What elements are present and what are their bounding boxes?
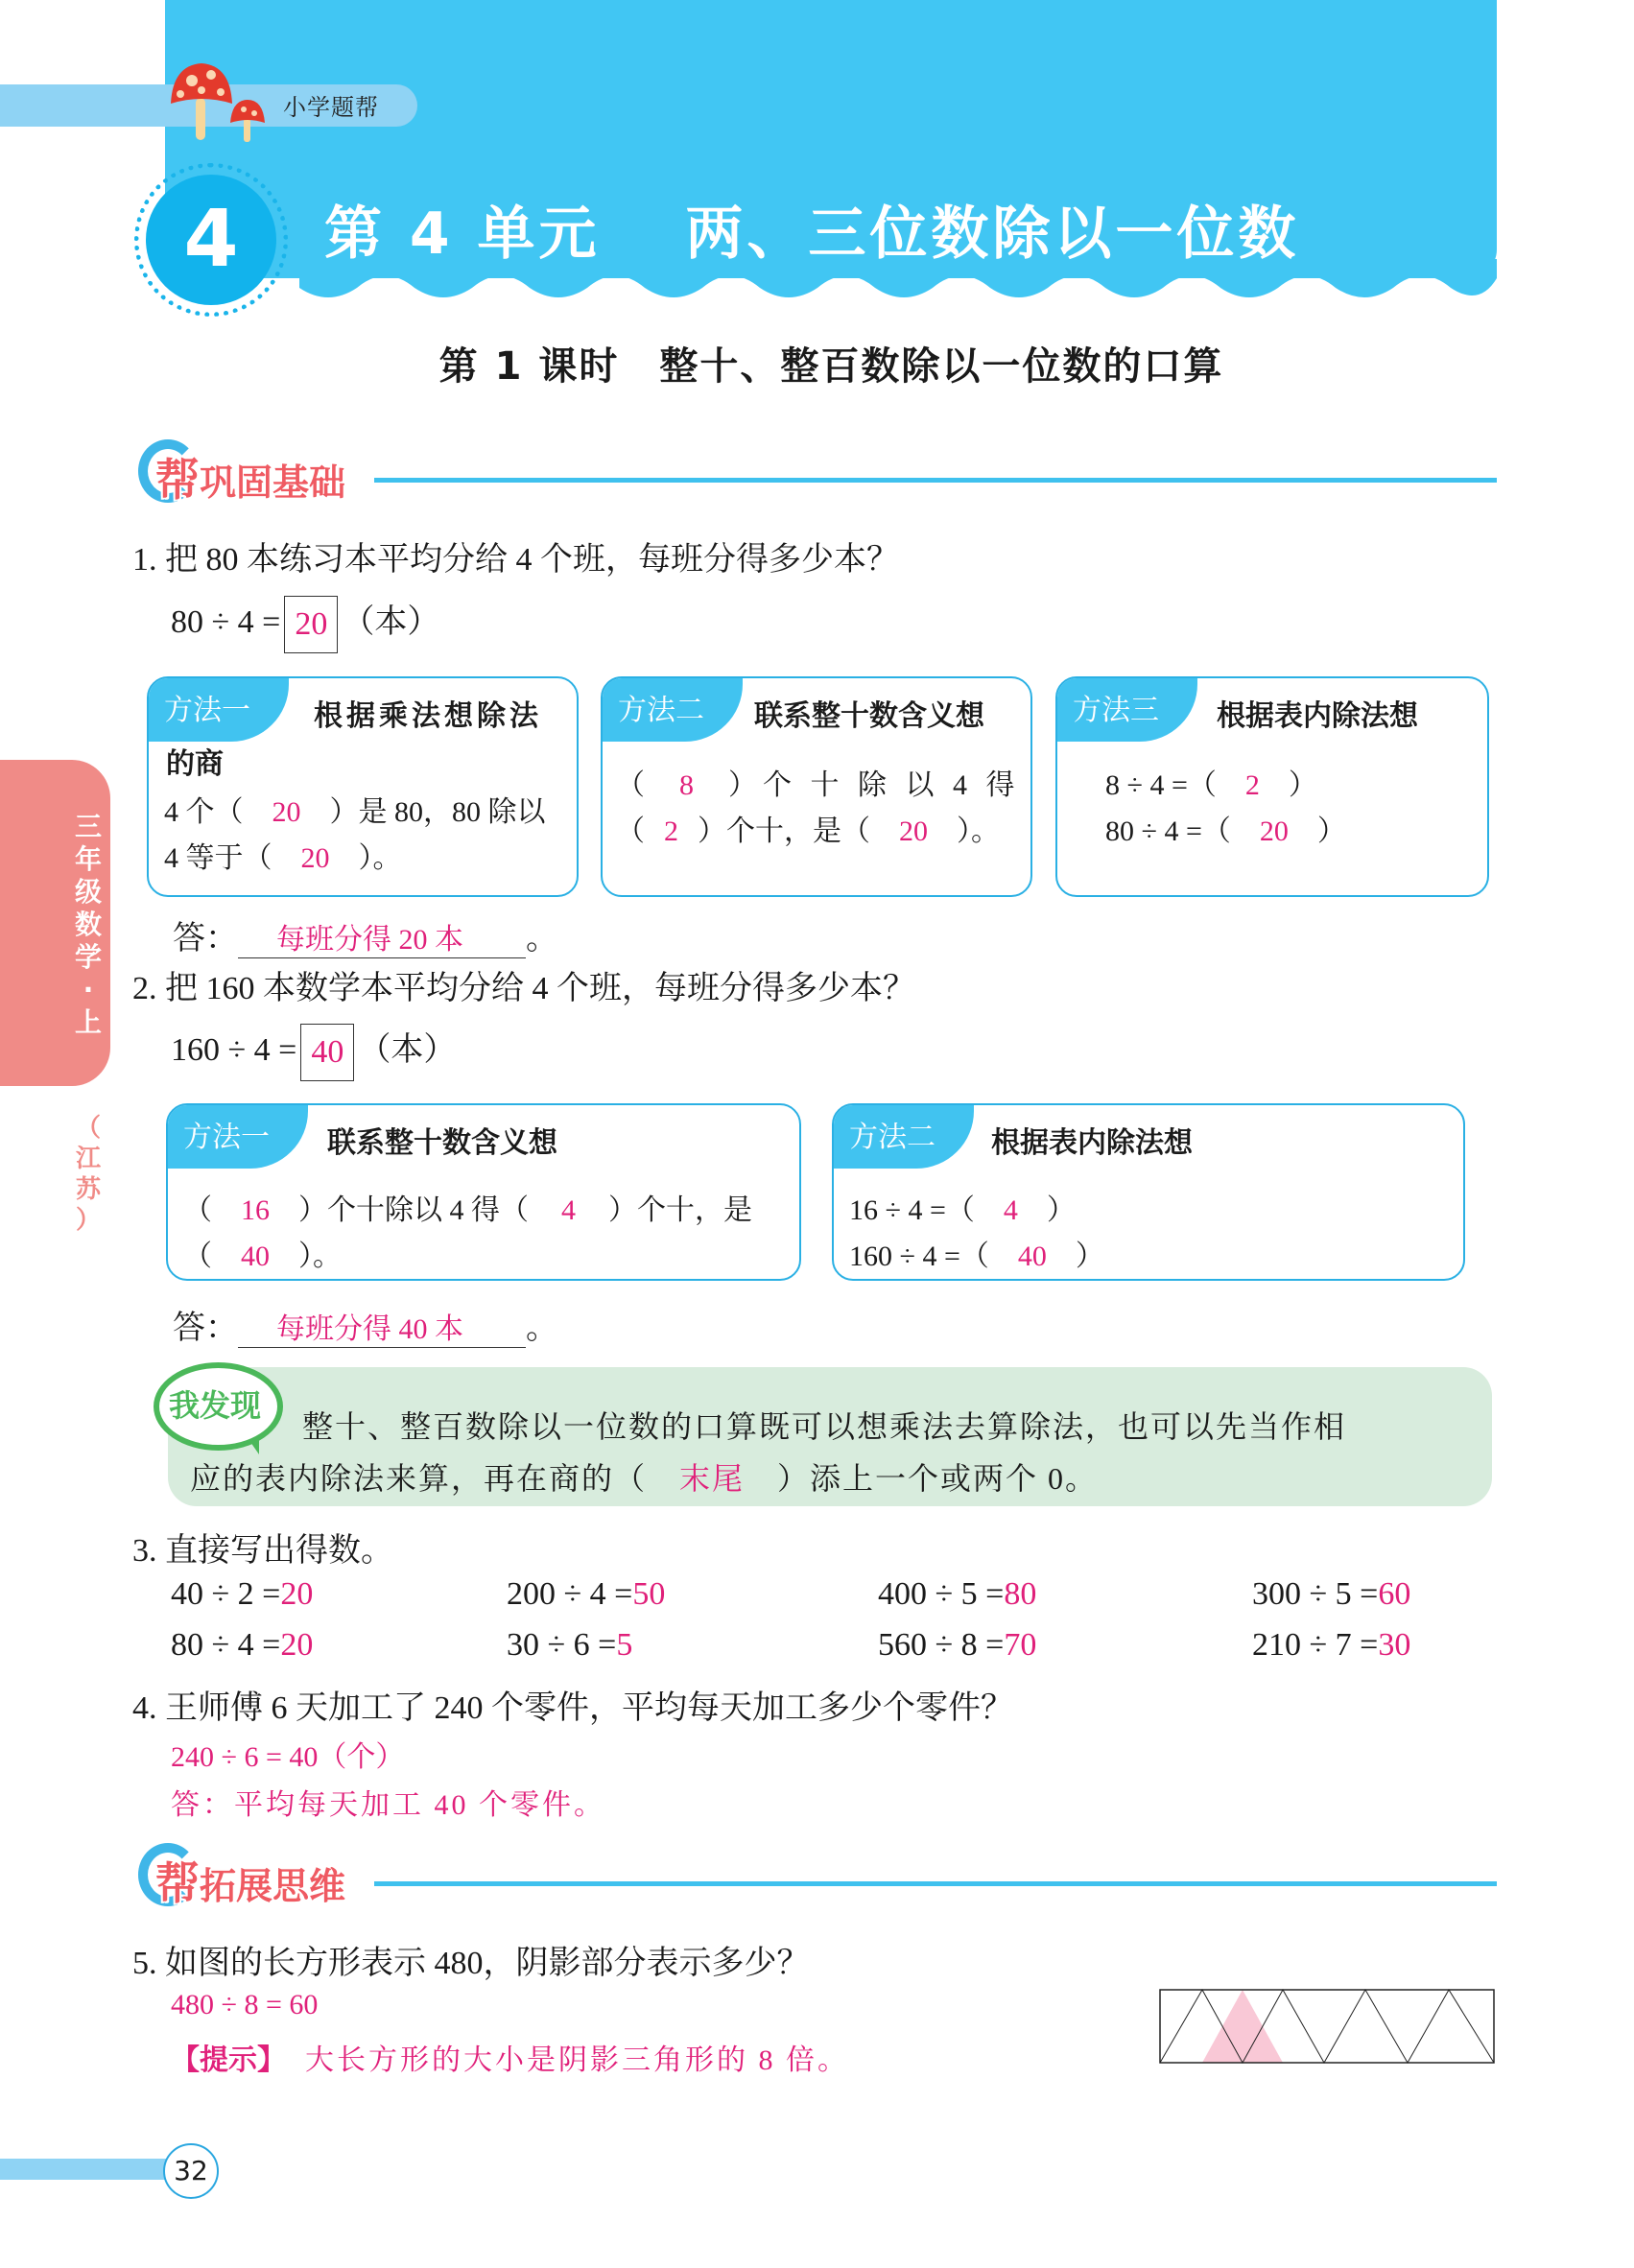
section-divider: [374, 478, 1497, 483]
discovery-line-2: 应的表内除法来算，再在商的（ 末尾 ）添上一个或两个 0。: [190, 1461, 1099, 1496]
section-divider: [374, 1881, 1497, 1886]
q4-answer: 答：平均每天加工 40 个零件。: [171, 1789, 605, 1821]
q2-method-2: 方法二 根据表内除法想 16 ÷ 4 =（ 4 ） 160 ÷ 4 =（ 40 ）: [832, 1103, 1465, 1281]
q1-answer-line: 答： 每班分得 20 本 。: [173, 911, 558, 958]
section-title: 帮巩固基础: [155, 454, 346, 506]
q1-answer-field[interactable]: 每班分得 20 本: [238, 915, 526, 958]
q2-equation: 160 ÷ 4 = 40 （本）: [171, 1023, 456, 1081]
calc-item: 560 ÷ 8 =70: [878, 1627, 1037, 1663]
mushroom-icon: [163, 59, 278, 146]
method-heading: 联系整十数含义想: [327, 1126, 557, 1160]
discovery-label: 我发现: [169, 1387, 262, 1424]
unit-number-badge: 4: [146, 175, 276, 305]
question-1: 1. 把 80 本练习本平均分给 4 个班，每班分得多少本？: [132, 542, 899, 578]
q1-answer-box[interactable]: 20: [284, 596, 338, 653]
calc-item: 40 ÷ 2 =20: [171, 1576, 314, 1612]
question-3: 3. 直接写出得数。: [132, 1533, 393, 1569]
method-heading: 根据表内除法想: [1217, 699, 1418, 733]
section-title: 帮拓展思维: [155, 1857, 346, 1909]
calc-item: 80 ÷ 4 =20: [171, 1627, 314, 1663]
q1-method-2: 方法二 联系整十数含义想 （ 8 ）个 十 除 以 4 得 （ 2 ）个十，是（ 20 ）。: [601, 676, 1032, 897]
page-number: 32: [163, 2143, 219, 2199]
method-heading: 根据乘法想除法: [314, 699, 542, 733]
method-heading: 根据表内除法想: [991, 1126, 1193, 1160]
calc-item: 210 ÷ 7 =30: [1252, 1627, 1411, 1663]
method-tag: 方法二: [601, 676, 743, 742]
q2-method-1: 方法一 联系整十数含义想 （ 16 ）个十除以 4 得（ 4 ）个十，是 （ 40 ）。: [166, 1103, 801, 1281]
q4-work: 240 ÷ 6 = 40（个）: [171, 1741, 405, 1773]
q5-hint: 【提示】 大长方形的大小是阴影三角形的 8 倍。: [171, 2044, 849, 2077]
question-5: 5. 如图的长方形表示 480，阴影部分表示多少？: [132, 1946, 810, 1981]
q2-answer-field[interactable]: 每班分得 40 本: [238, 1305, 526, 1348]
section-header-extend: [134, 1837, 1497, 1914]
q5-work: 480 ÷ 8 = 60: [171, 1989, 319, 2020]
method-tag: 方法一: [166, 1103, 308, 1169]
calc-item: 400 ÷ 5 =80: [878, 1576, 1037, 1612]
discovery-line-1: 整十、整百数除以一位数的口算既可以想乘法去算除法，也可以先当作相: [302, 1409, 1347, 1444]
brand-name: 小学题帮: [283, 94, 379, 121]
q1-method-3: 方法三 根据表内除法想 8 ÷ 4 =（ 2 ） 80 ÷ 4 =（ 20 ）: [1055, 676, 1489, 897]
question-4: 4. 王师傅 6 天加工了 240 个零件，平均每天加工多少个零件？: [132, 1690, 1013, 1726]
q1-equation: 80 ÷ 4 = 20 （本）: [171, 595, 439, 653]
calc-item: 30 ÷ 6 =5: [507, 1627, 633, 1663]
province-label: （ 江 苏 ）: [75, 1114, 101, 1235]
q1-method-1: 方法一 根据乘法想除法 的商 4 个（ 20 ）是 80，80 除以 4 等于（ 20 ）。: [147, 676, 579, 897]
calc-item: 200 ÷ 4 =50: [507, 1576, 666, 1612]
q2-answer-box[interactable]: 40: [300, 1024, 354, 1081]
lesson-title: 第 1 课时 整十、整百数除以一位数的口算: [438, 344, 1224, 389]
unit-title: 第 4 单元 两、三位数除以一位数: [324, 201, 1300, 268]
q2-answer-line: 答： 每班分得 40 本 。: [173, 1301, 558, 1348]
method-tag: 方法一: [147, 676, 289, 742]
section-header-basic: [134, 434, 1497, 510]
footer-bar: [0, 2159, 173, 2180]
grade-label: 三 年 级 数 学 · 上: [74, 811, 102, 1038]
method-tag: 方法三: [1055, 676, 1197, 742]
method-tag: 方法二: [832, 1103, 974, 1169]
method-heading: 联系整十数含义想: [754, 699, 984, 733]
calc-item: 300 ÷ 5 =60: [1252, 1576, 1411, 1612]
rectangle-triangles-diagram: [1159, 1989, 1495, 2064]
question-2: 2. 把 160 本数学本平均分给 4 个班，每班分得多少本？: [132, 971, 915, 1006]
discovery-answer[interactable]: 末尾: [679, 1461, 746, 1496]
